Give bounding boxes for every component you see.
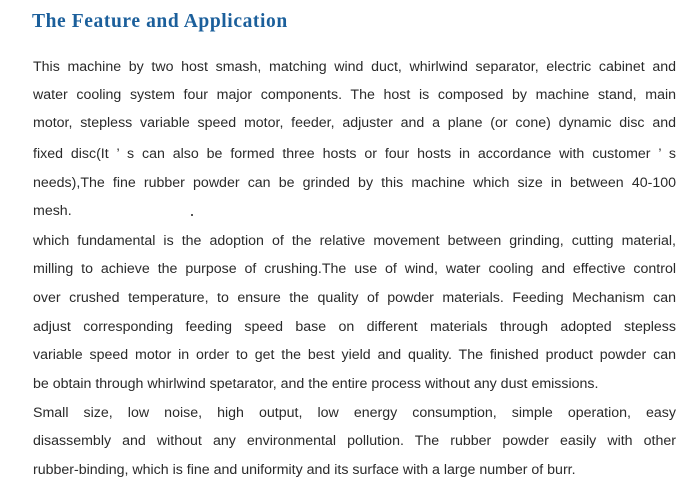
paragraph-1-line-3: motor, stepless variable speed motor, feeder, adjuster and a plane (or cone) dynamic disc and bbox=[33, 115, 676, 131]
paragraph-3-line-3: rubber-binding, which is fine and uniformity and its surface with a large number of burr. bbox=[33, 462, 576, 478]
paragraph-1-line-1: This machine by two host smash, matching wind duct, whirlwind separator, electric cabinet and bbox=[33, 59, 676, 75]
paragraph-3-line-1: Small size, low noise, high output, low energy consumption, simple operation, easy bbox=[33, 405, 676, 421]
paragraph-2-line-2: milling to achieve the purpose of crushing.The use of wind, water cooling and effective control bbox=[33, 261, 676, 277]
paragraph-2-line-1: which fundamental is the adoption of the relative movement between grinding, cutting material, bbox=[33, 233, 676, 249]
stray-dot bbox=[191, 214, 193, 216]
paragraph-3-line-2: disassembly and without any environmental pollution. The rubber powder easily with other bbox=[33, 433, 676, 449]
section-heading: The Feature and Application bbox=[32, 11, 288, 32]
paragraph-2-line-5: variable speed motor in order to get the best yield and quality. The finished product powder can bbox=[33, 347, 676, 363]
paragraph-2-line-3: over crushed temperature, to ensure the quality of powder materials. Feeding Mechanism can bbox=[33, 290, 676, 306]
paragraph-1-line-2: water cooling system four major components. The host is composed by machine stand, main bbox=[33, 87, 676, 103]
paragraph-1-line-5: needs),The fine rubber powder can be grinded by this machine which size in between 40-100 bbox=[33, 175, 676, 191]
paragraph-2-line-6: be obtain through whirlwind spetarator, and the entire process without any dust emissions. bbox=[33, 376, 599, 392]
paragraph-2-line-4: adjust corresponding feeding speed base on different materials through adopted stepless bbox=[33, 319, 676, 335]
paragraph-1-line-4: fixed disc(It ’ s can also be formed three hosts or four hosts in accordance with customer ’ s bbox=[33, 146, 676, 162]
paragraph-1-line-6: mesh. bbox=[33, 203, 72, 219]
